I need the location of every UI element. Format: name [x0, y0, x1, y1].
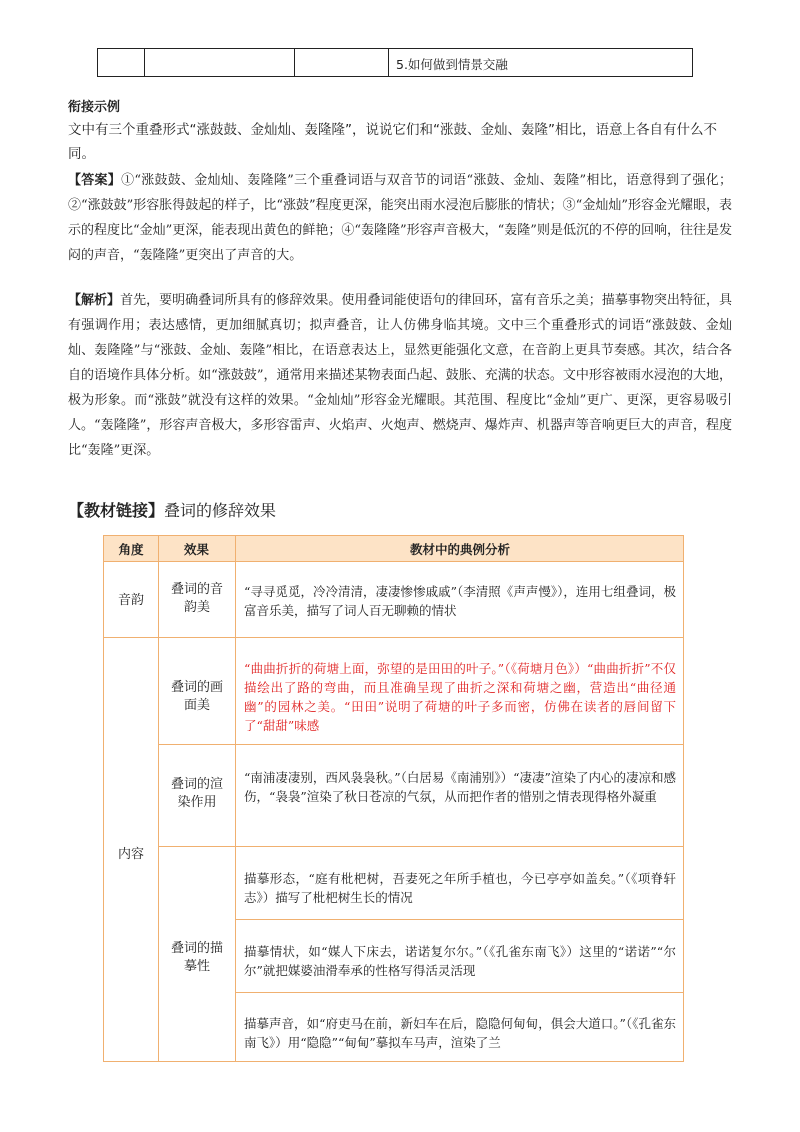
- header-angle: 角度: [118, 542, 144, 557]
- effect-depict: 叠词的描摹性: [170, 941, 223, 974]
- section-heading: 衔接示例: [68, 100, 121, 115]
- analysis-paragraph: [68, 288, 732, 463]
- table-divider: [388, 49, 389, 76]
- table-cell-text: 5.如何做到情景交融: [396, 57, 508, 72]
- table-header-row: [104, 536, 683, 562]
- row-divider: [235, 992, 684, 993]
- analysis-label: 【解析】: [68, 293, 121, 308]
- col-divider: [158, 536, 159, 1062]
- answer-text: ①“涨鼓鼓、金灿灿、轰隆隆”三个重叠词语与双音节的词语“涨鼓、金灿、轰隆”相比，语意得到了强化；②“涨鼓鼓”形容胀得鼓起的样子，比“涨鼓”程度更深，能突出雨水浸泡后膨胀的情状；③“金灿灿”形容金光耀眼，表示的程度比“金灿”更深，能表现出黄色的鲜艳；④“轰隆隆”形容声音极大，“轰隆”则是低沉的不停的回响，往往是发闷的声音，“轰隆隆”更突出了声音的大。: [68, 173, 732, 263]
- textbook-link-title: [68, 498, 276, 521]
- effect-render: 叠词的渲染作用: [170, 777, 223, 810]
- analysis-text: 首先，要明确叠词所具有的修辞效果。使用叠词能使语句的律回环，富有音乐之美；描摹事物突出特征，具有强调作用；表达感情，更加细腻真切；拟声叠音，让人仿佛身临其境。文中三个重叠形式的词语“涨鼓鼓、金灿灿、轰隆隆”与“涨鼓、金灿、轰隆”相比，在语意表达上，显然更能强化文意，在音韵上更具节奏感。其次，结合各自的语境作具体分析。如“涨鼓鼓”，通常用来描述某物表面凸起、鼓胀、充满的状态。文中形容被雨水浸泡的大地，极为形象。而“涨鼓”就没有这样的效果。“金灿灿”形容金光耀眼。其范围、程度比“金灿”更广、更深，更容易吸引人。“轰隆隆”，形容声音极大，多形容雷声、火焰声、火炮声、燃烧声、爆炸声、机器声等音响更巨大的声音，程度比“轰隆”更深。: [68, 293, 732, 458]
- example-text: 描摹声音，如“府吏马在前，新妇车在后，隐隐何甸甸，俱会大道口。”（《孔雀东南飞》）用“隐隐”“甸甸”摹拟车马声，渲染了兰: [244, 1016, 676, 1050]
- answer-label: 【答案】: [68, 173, 122, 188]
- rhetoric-table: [103, 535, 684, 1062]
- example-text: 描摹形态，“庭有枇杷树，吾妻死之年所手植也，今已亭亭如盖矣。”（《项脊轩志》）描写了枇杷树生长的情况: [244, 871, 676, 905]
- top-table-fragment: [97, 48, 693, 77]
- example-text: “曲曲折折的荷塘上面，弥望的是田田的叶子。”（《荷塘月色》）“曲曲折折”不仅描绘出了路的弯曲，而且准确呈现了曲折之深和荷塘之幽，营造出“曲径通幽”的园林之美。“田田”说明了荷塘的叶子多而密，仿佛在读者的唇间留下了“甜甜”味感: [244, 661, 676, 733]
- table-divider: [144, 49, 145, 76]
- row-divider: [104, 637, 684, 638]
- example-text: “寻寻觅觅，冷冷清清，凄凄惨惨戚戚”（李清照《声声慢》），连用七组叠词，极富音乐美，描写了词人百无聊赖的情状: [244, 584, 676, 618]
- row-divider: [158, 846, 684, 847]
- textbook-link-text: 叠词的修辞效果: [164, 501, 277, 520]
- col-divider: [235, 536, 236, 1062]
- example-text: “南浦凄凄别，西风袅袅秋。”（白居易《南浦别》）“凄凄”渲染了内心的凄凉和感伤，“袅袅”渲染了秋日苍凉的气氛，从而把作者的惜别之情表现得格外凝重: [244, 770, 676, 804]
- example-text: 描摹情状，如“媒人下床去，诺诺复尔尔。”（《孔雀东南飞》）这里的“诺诺”“尔尔”就把媒婆油滑奉承的性格写得活灵活现: [244, 944, 676, 978]
- header-examples: 教材中的典例分析: [409, 542, 510, 557]
- textbook-link-label: 【教材链接】: [68, 501, 165, 520]
- row-divider: [235, 919, 684, 920]
- table-divider: [294, 49, 295, 76]
- category-neirong: 内容: [117, 847, 144, 862]
- answer-paragraph: [68, 168, 732, 268]
- effect-image: 叠词的画面美: [170, 680, 223, 713]
- category-yinyun: 音韵: [117, 593, 144, 608]
- row-divider: [158, 744, 684, 745]
- effect-sound: 叠词的音韵美: [170, 582, 223, 615]
- header-effect: 效果: [183, 542, 209, 557]
- intro-text: 文中有三个重叠形式“涨鼓鼓、金灿灿、轰隆隆”，说说它们和“涨鼓、金灿、轰隆”相比，语意上各自有什么不同。: [68, 122, 717, 162]
